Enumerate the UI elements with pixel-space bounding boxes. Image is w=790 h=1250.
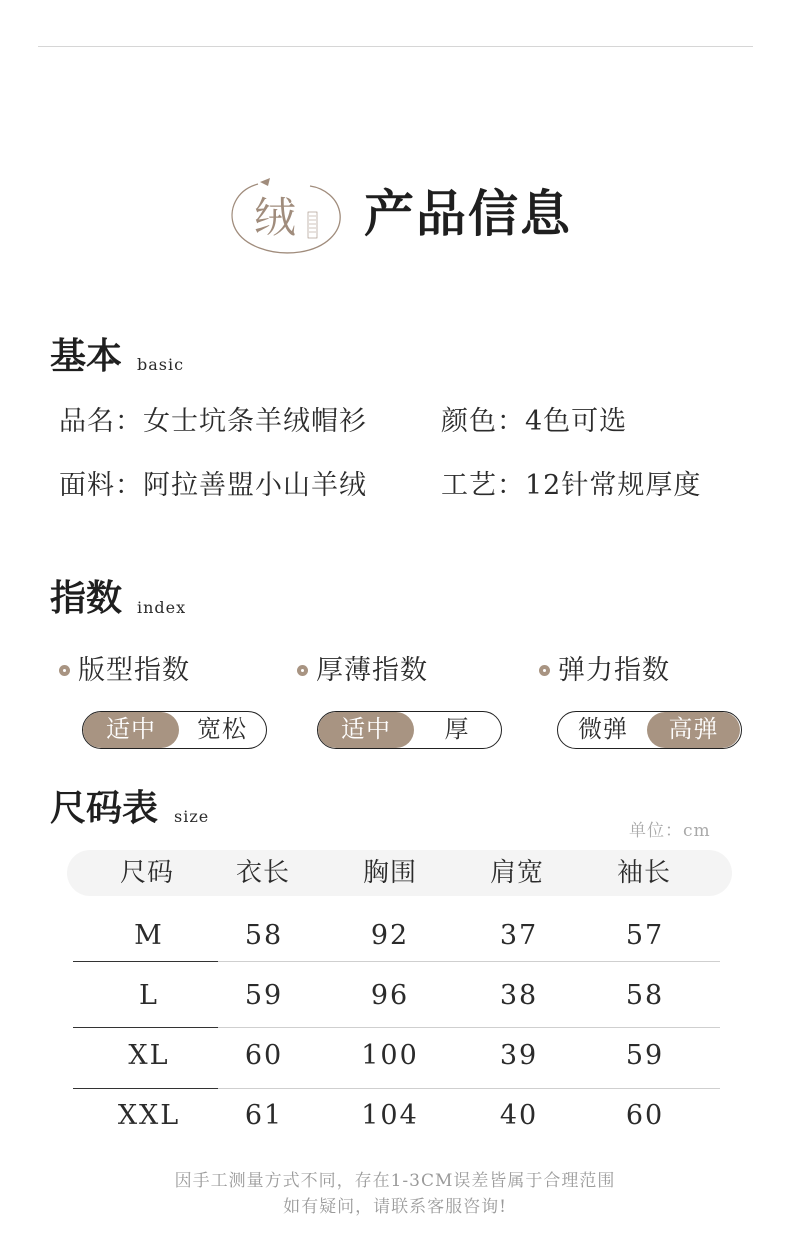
table-cell: L: [139, 980, 159, 1011]
table-cell: 57: [625, 920, 665, 951]
table-cell: 59: [625, 1040, 665, 1071]
header-sleeve: 袖长: [616, 858, 671, 888]
table-cell: M: [134, 920, 164, 951]
table-cell: XL: [128, 1040, 170, 1071]
table-cell: 58: [625, 980, 665, 1011]
product-name: 品名：女士坑条羊绒帽衫: [59, 406, 367, 437]
table-cell: 61: [244, 1100, 284, 1131]
row-divider: [73, 961, 218, 962]
thickness-option-thick[interactable]: 厚: [444, 715, 470, 743]
table-cell: 39: [499, 1040, 539, 1071]
row-divider: [218, 961, 720, 962]
row-divider: [73, 1088, 218, 1089]
elasticity-index-selector[interactable]: [557, 711, 742, 749]
table-cell: 40: [499, 1100, 539, 1131]
header-chest: 胸围: [362, 858, 417, 888]
contact-note: 如有疑问，请联系客服咨询!: [283, 1197, 507, 1217]
index-label-fit: 版型指数: [78, 655, 190, 686]
product-fabric: 面料：阿拉善盟小山羊绒: [59, 470, 367, 501]
thickness-index-selector[interactable]: [317, 711, 502, 749]
top-divider: [38, 46, 753, 47]
fit-option-medium[interactable]: 适中: [83, 712, 179, 748]
bullet-icon: [539, 665, 550, 676]
row-divider: [218, 1088, 720, 1089]
unit-label: 单位：cm: [629, 821, 711, 841]
table-cell: XXL: [117, 1100, 181, 1131]
row-divider: [218, 1027, 720, 1028]
thickness-option-medium[interactable]: 适中: [318, 712, 414, 748]
page-title: 产品信息: [364, 184, 572, 243]
section-subtitle-size: size: [174, 807, 210, 826]
product-color: 颜色：4色可选: [441, 406, 628, 437]
header-shoulder: 肩宽: [489, 858, 544, 888]
index-label-thickness: 厚薄指数: [316, 655, 428, 686]
section-subtitle-index: index: [137, 598, 187, 617]
table-cell: 60: [625, 1100, 665, 1131]
cashmere-logo-emblem: [228, 176, 342, 254]
table-cell: 38: [499, 980, 539, 1011]
table-cell: 59: [244, 980, 284, 1011]
fit-index-selector[interactable]: [82, 711, 267, 749]
row-divider: [73, 1027, 218, 1028]
table-cell: 37: [499, 920, 539, 951]
section-subtitle-basic: basic: [137, 355, 185, 374]
elasticity-option-slight[interactable]: 微弹: [578, 715, 628, 743]
fit-option-loose[interactable]: 宽松: [197, 715, 247, 743]
product-craft: 工艺：12针常规厚度: [441, 470, 702, 501]
index-label-elasticity: 弹力指数: [558, 655, 670, 686]
header-length: 衣长: [235, 858, 290, 888]
bullet-icon: [297, 665, 308, 676]
measurement-note: 因手工测量方式不同，存在1-3CM误差皆属于合理范围: [174, 1171, 616, 1191]
table-cell: 100: [361, 1040, 419, 1071]
header-size: 尺码: [119, 858, 174, 888]
section-title-basic: 基本: [50, 335, 123, 377]
table-cell: 104: [361, 1100, 419, 1131]
table-cell: 96: [370, 980, 410, 1011]
section-title-size: 尺码表: [50, 787, 159, 829]
section-title-index: 指数: [50, 577, 123, 619]
table-cell: 58: [244, 920, 284, 951]
bullet-icon: [59, 665, 70, 676]
elasticity-option-high[interactable]: 高弹: [647, 712, 740, 748]
table-cell: 60: [244, 1040, 284, 1071]
logo-character: 绒: [254, 193, 297, 242]
table-cell: 92: [370, 920, 410, 951]
